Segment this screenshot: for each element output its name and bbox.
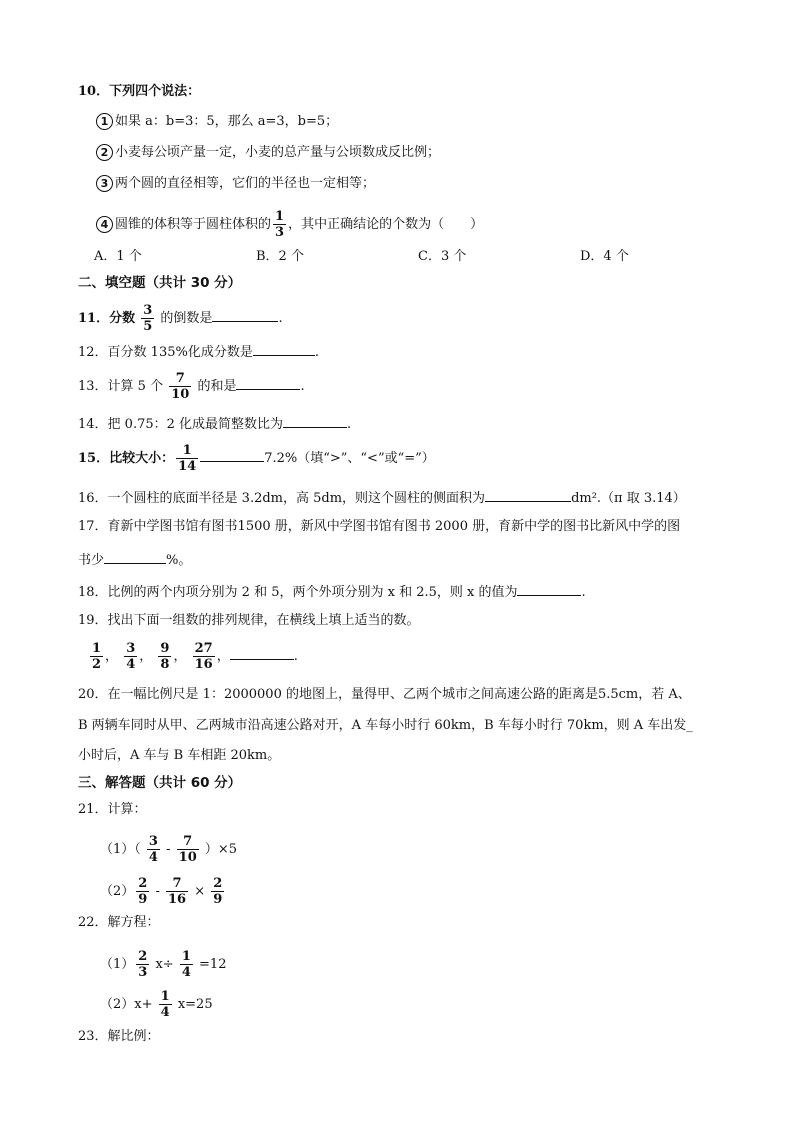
q17-line-1: 17．育新中学图书馆有图书1500 册，新风中学图书馆有图书 2000 册，育新中学的图书比新风中学的图 — [78, 519, 681, 534]
fraction: $\frac{3}{4}$ — [126, 641, 136, 672]
q13: 13．计算 5 个 $\frac{7}{10}$ 的和是 . — [78, 371, 305, 402]
answer-blank — [517, 581, 581, 596]
q16: 16．一个圆柱的底面半径是 3.2dm，高 5dm，则这个圆柱的侧面积为 dm².（π 取 3.14） — [78, 487, 686, 509]
fraction: $\frac{1}{3}$ — [275, 209, 285, 240]
fraction: $\frac{1}{2}$ — [92, 641, 102, 672]
q20-line-1: 20．在一幅比例尺是 1：2000000 的地图上，量得甲、乙两个城市之间高速公路的距离是5.5cm，若 A、 — [78, 687, 691, 702]
answer-blank — [104, 549, 166, 564]
q22-part-2: （2）x+ $\frac{1}{4}$ x=25 — [100, 989, 213, 1020]
answer-blank — [485, 487, 571, 502]
q20-line-2: B 两辆车同时从甲、乙两城市沿高速公路对开，A 车每小时行 60km，B 车每小时行 70km，则 A 车出发_ — [78, 718, 693, 733]
answer-blank — [253, 341, 315, 356]
q21-part-1: （1）（ $\frac{3}{4}$ - $\frac{7}{10}$ ）×5 — [100, 834, 238, 865]
fraction: $\frac{7}{16}$ — [168, 876, 187, 907]
q10-option-c: C．3 个 — [418, 249, 467, 264]
q11: 11．分数 $\frac{3}{5}$ 的倒数是 . — [78, 303, 283, 334]
q21-part-2: （2） $\frac{2}{9}$ - $\frac{7}{16}$ × $\frac{2}{9}$ — [100, 876, 223, 907]
q17-line-2: 书少 %。 — [78, 549, 191, 571]
q10-option-b: B．2 个 — [256, 249, 304, 264]
fraction: $\frac{2}{3}$ — [138, 949, 148, 980]
q10-item-1: 1 如果 a：b=3：5，那么 a=3，b=5； — [96, 112, 338, 132]
fraction: $\frac{1}{4}$ — [181, 949, 191, 980]
q22-stem: 22．解方程： — [78, 915, 160, 930]
q18: 18．比例的两个内项分别为 2 和 5，两个外项分别为 x 和 2.5，则 x 的值为 . — [78, 581, 586, 603]
q15: 15．比较大小： $\frac{1}{14}$ 7.2%（填“>”、“<”或“=”） — [78, 443, 435, 474]
q10-item-3: 3 两个圆的直径相等，它们的半径也一定相等； — [96, 174, 375, 194]
section-title-solve: 三、解答题（共计 60 分） — [78, 775, 242, 791]
answer-blank — [212, 307, 278, 322]
section-title-fill-blank: 二、填空题（共计 30 分） — [78, 275, 242, 291]
fraction: $\frac{2}{9}$ — [213, 876, 223, 907]
q10-option-d: D．4 个 — [580, 249, 629, 264]
q20-line-3: 小时后，A 车与 B 车相距 20km。 — [78, 748, 281, 763]
q19-sequence: $\frac{1}{2}$ ， $\frac{3}{4}$ ， $\frac{9}{8}$ ， $\frac{27}{16}$ ， . — [92, 641, 298, 672]
answer-blank — [200, 447, 264, 462]
answer-blank — [236, 375, 300, 390]
q10-item-4: 4 圆锥的体积等于圆柱体积的 $\frac{1}{3}$ ，其中正确结论的个数为（ ） — [96, 209, 483, 240]
fraction: $\frac{2}{9}$ — [138, 876, 148, 907]
answer-blank — [283, 413, 347, 428]
q14: 14．把 0.75：2 化成最简整数比为 . — [78, 413, 351, 435]
answer-blank — [230, 645, 294, 660]
fraction: $\frac{7}{10}$ — [178, 834, 197, 865]
fraction: $\frac{9}{8}$ — [160, 641, 170, 672]
fraction: $\frac{1}{4}$ — [160, 989, 170, 1020]
q10-stem: 10．下列四个说法： — [78, 84, 201, 99]
fraction: $\frac{3}{5}$ — [143, 303, 153, 334]
fraction: $\frac{1}{14}$ — [178, 443, 197, 474]
fraction: $\frac{7}{10}$ — [171, 371, 190, 402]
q10-item-2: 2 小麦每公顷产量一定，小麦的总产量与公顷数成反比例； — [96, 143, 440, 163]
q23-stem: 23．解比例： — [78, 1029, 160, 1044]
fraction: $\frac{3}{4}$ — [148, 834, 158, 865]
fraction: $\frac{27}{16}$ — [194, 641, 213, 672]
q12: 12．百分数 135%化成分数是 . — [78, 341, 319, 363]
q22-part-1: （1） $\frac{2}{3}$ x÷ $\frac{1}{4}$ =12 — [100, 949, 227, 980]
q21-stem: 21．计算： — [78, 802, 147, 817]
q19-stem: 19．找出下面一组数的排列规律，在横线上填上适当的数。 — [78, 613, 420, 628]
q10-option-a: A．1 个 — [94, 249, 142, 264]
